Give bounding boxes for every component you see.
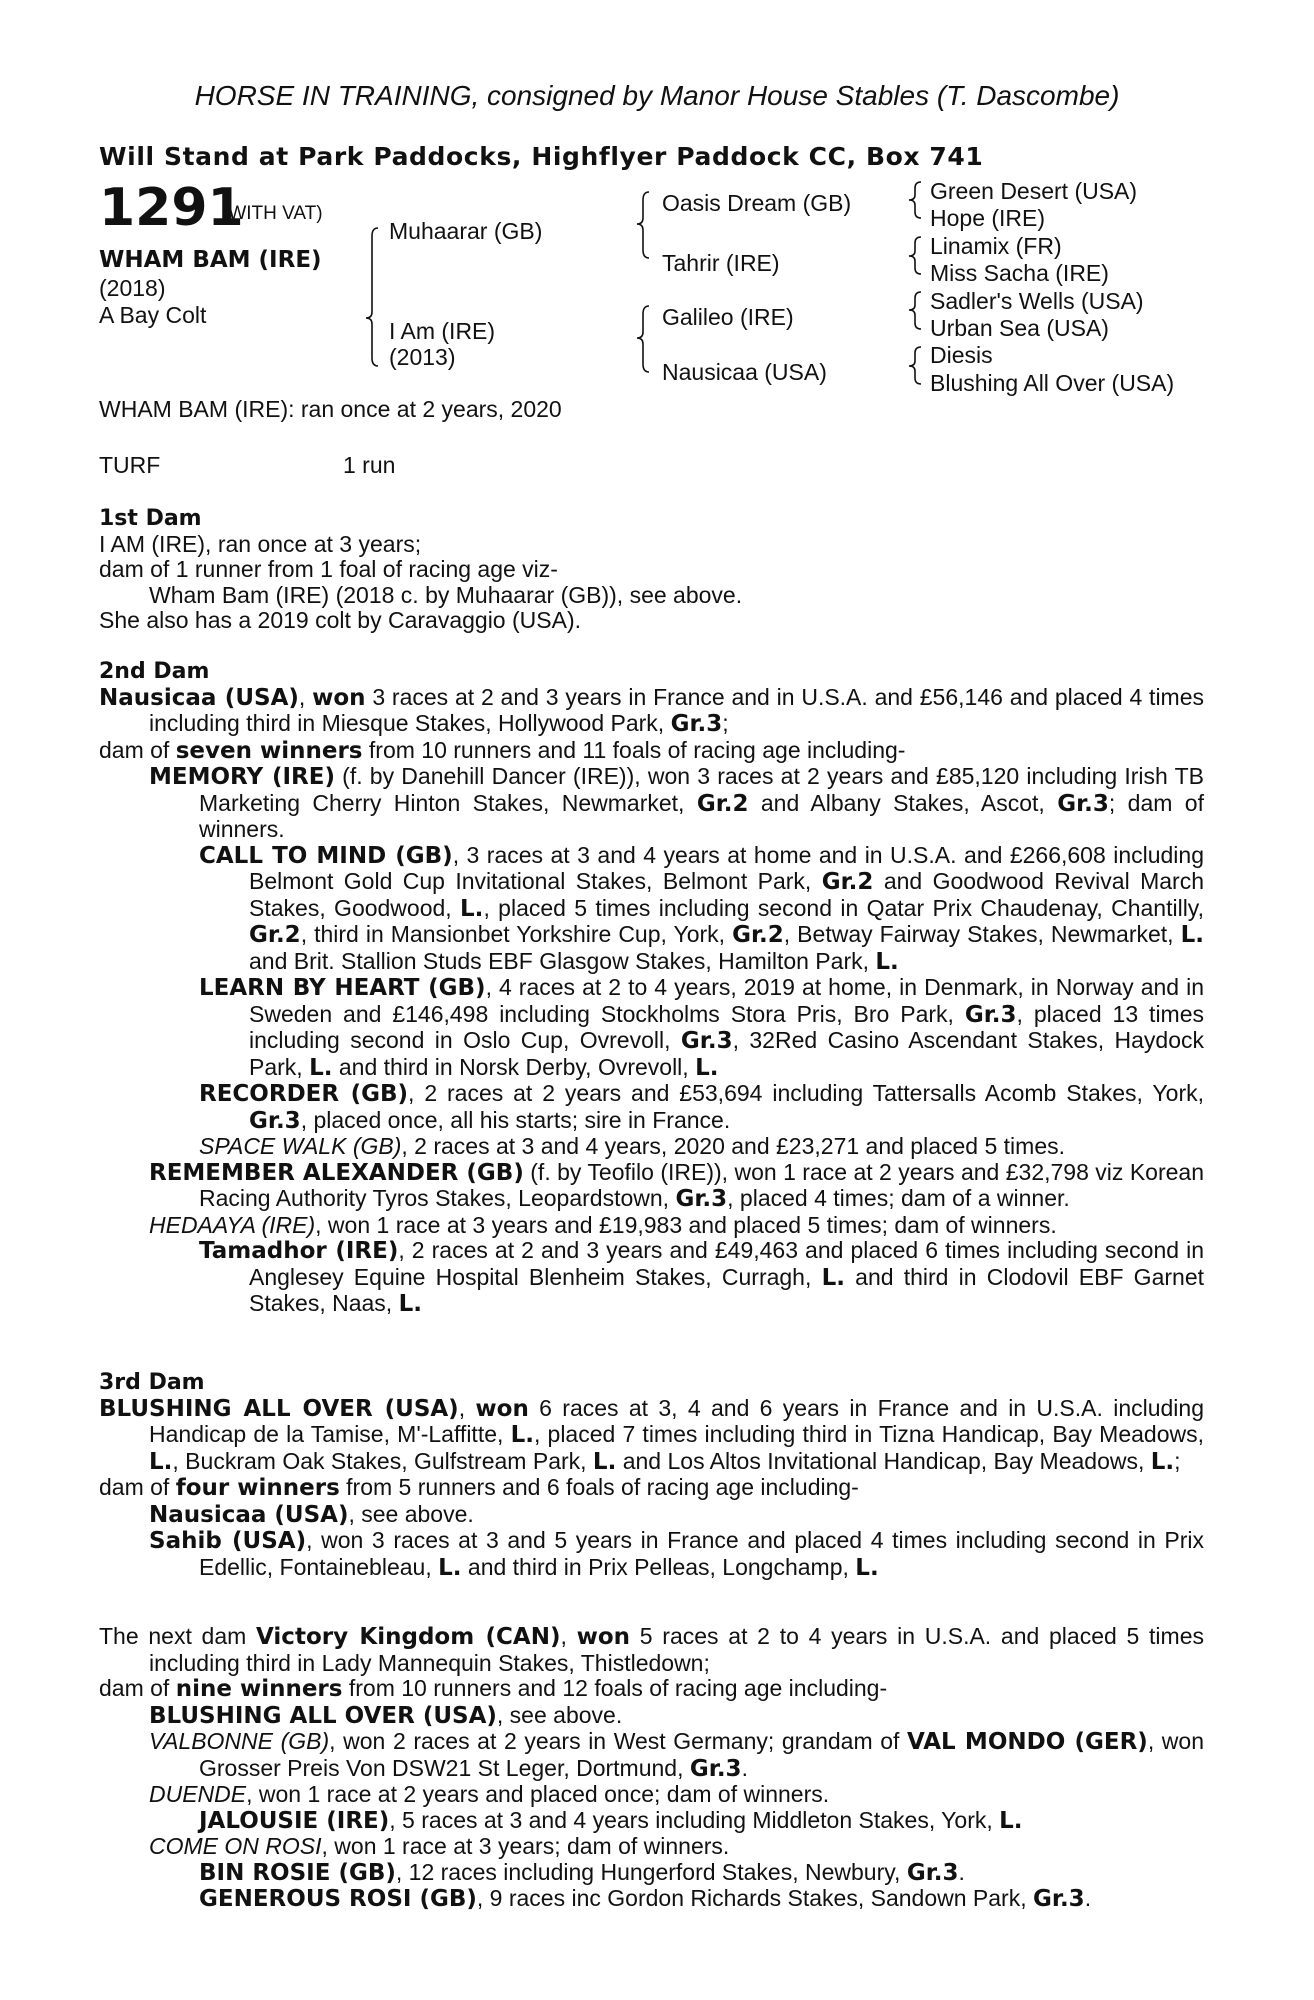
horse-name-text: BIN ROSIE (GB) — [199, 1859, 396, 1886]
text-run: , won 2 races at 2 years in West Germany; grandam of — [329, 1728, 908, 1754]
progeny-entry — [99, 1160, 1204, 1213]
text-run: , won 3 races at 3 and 5 years in France and placed 4 times including second in Prix Edellic, Fontainebleau, — [199, 1527, 1204, 1580]
third-dam-section — [99, 1369, 1204, 1581]
consignment-header: HORSE IN TRAINING, consigned by Manor House Stables (T. Dascombe) — [194, 80, 1120, 111]
text-run: , 2 races at 2 years and £53,694 including Tattersalls Acomb Stakes, York, — [408, 1080, 1204, 1106]
horse-name-text: BLUSHING ALL OVER (USA) — [149, 1702, 497, 1729]
progeny-entry — [99, 1213, 1204, 1239]
text-run: , won 1 race at 2 years and placed once; dam of winners. — [246, 1781, 830, 1807]
listed-text: L. — [999, 1807, 1023, 1834]
pedigree-dam: I Am (IRE) — [389, 318, 496, 344]
grade-text: Gr.2 — [249, 922, 301, 948]
text-run: and Albany Stakes, Ascot, — [748, 789, 1058, 816]
winners-count: nine winners — [175, 1676, 343, 1702]
first-dam-section — [99, 505, 1204, 634]
text-run: 5 races at 2 to 4 years in U.S.A. and placed 5 times including third in Lady Mannequin Stakes, Thistledown; — [149, 1623, 1204, 1676]
lot-number: 1291 — [99, 178, 244, 238]
horse-name-text: MEMORY (IRE) — [149, 764, 335, 790]
text-run: , see above. — [496, 1701, 623, 1728]
progeny-entry — [99, 1860, 1204, 1887]
horse-name-text: Nausicaa (USA) — [149, 1501, 349, 1528]
text-run: , 2 races at 2 and 3 years and £49,463 and placed 6 times including second in Anglesey Equine Hospital Blenheim Stakes, Curragh, — [249, 1237, 1204, 1290]
listed-text: L. — [309, 1054, 333, 1081]
pedigree-g4: Miss Sacha (IRE) — [930, 260, 1109, 286]
progeny-entry — [99, 1886, 1204, 1913]
text-run: The next dam — [99, 1623, 257, 1649]
text-run: . — [958, 1858, 965, 1885]
won-text: won — [576, 1624, 631, 1650]
first-dam-line: I AM (IRE), ran once at 3 years; — [99, 530, 422, 557]
text-run: dam of — [99, 736, 176, 763]
progeny-entry — [99, 843, 1204, 976]
listed-text: L. — [695, 1054, 719, 1081]
text-run: , Buckram Oak Stakes, Gulfstream Park, — [172, 1447, 593, 1474]
progeny-entry — [99, 1502, 1204, 1529]
horse-name-text: VALBONNE (GB) — [149, 1728, 330, 1754]
stand-location: Will Stand at Park Paddocks, Highflyer Paddock CC, Box 741 — [99, 142, 984, 171]
grade-text: Gr.3 — [675, 1186, 728, 1212]
grade-text: Gr.3 — [680, 1028, 733, 1054]
third-dam-entry — [99, 1396, 1204, 1476]
grade-text: Gr.2 — [696, 790, 749, 817]
pedigree-g1: Green Desert (USA) — [930, 178, 1138, 204]
dam-of-line — [99, 738, 1204, 765]
text-run: (f. by Teofilo (IRE)), won 1 race at 2 years and £32,798 viz Korean Racing Authority Tyros Stakes, Leopardstown, — [199, 1158, 1204, 1211]
progeny-entry — [99, 1081, 1204, 1134]
text-run: from 10 runners and 11 foals of racing age including- — [362, 736, 906, 763]
horse-name-text: Nausicaa (USA) — [99, 684, 299, 711]
progeny-entry — [99, 1729, 1204, 1782]
race-record-summary: WHAM BAM (IRE): ran once at 2 years, 2020 — [99, 396, 562, 422]
text-run: , — [560, 1623, 577, 1649]
text-run: , — [458, 1394, 476, 1421]
text-run: from 5 runners and 6 foals of racing age including- — [339, 1474, 859, 1500]
listed-text: L. — [510, 1422, 534, 1448]
text-run: 3 races at 2 and 3 years in France and in U.S.A. and £56,146 and placed 4 times including third in Miesque Stakes, Hollywood Park, — [149, 683, 1205, 736]
horse-name-text: COME ON ROSI — [149, 1833, 322, 1859]
text-run: dam of — [99, 1675, 176, 1701]
text-run: ; — [722, 710, 729, 736]
pedigree-g7: Diesis — [930, 342, 993, 368]
horse-name-text: RECORDER (GB) — [199, 1081, 409, 1107]
grade-text: Gr.3 — [906, 1859, 959, 1886]
pedigree-sire-dam: Tahrir (IRE) — [662, 250, 780, 276]
vat-note: (WITH VAT) — [222, 203, 323, 224]
listed-text: L. — [875, 948, 899, 975]
text-run: , 5 races at 3 and 4 years including Middleton Stakes, York, — [389, 1806, 1000, 1833]
progeny-entry — [99, 1134, 1204, 1160]
pedigree-g5: Sadler's Wells (USA) — [930, 288, 1144, 314]
text-run: , 2 races at 3 and 4 years, 2020 and £23,271 and placed 5 times. — [401, 1133, 1065, 1159]
text-run: dam of — [99, 1474, 176, 1500]
listed-text: L. — [821, 1264, 845, 1291]
text-run: . — [1084, 1885, 1092, 1911]
listed-text: L. — [398, 1291, 422, 1317]
listed-text: L. — [1150, 1448, 1175, 1475]
winners-count: four winners — [175, 1475, 340, 1501]
pedigree-sire-sire: Oasis Dream (GB) — [662, 190, 852, 216]
second-dam-heading: 2nd Dam — [99, 659, 210, 684]
horse-name-text: BLUSHING ALL OVER (USA) — [99, 1395, 459, 1422]
second-dam-section — [99, 658, 1204, 1318]
listed-text: L. — [1180, 922, 1204, 948]
first-dam-line: She also has a 2019 colt by Caravaggio (USA). — [99, 607, 581, 633]
listed-text: L. — [149, 1448, 173, 1475]
pedigree-dam-dam: Nausicaa (USA) — [662, 359, 827, 385]
horse-year: (2018) — [99, 275, 166, 301]
horse-name-text: JALOUSIE (IRE) — [199, 1807, 390, 1834]
listed-text: L. — [855, 1554, 879, 1581]
grade-text: Gr.2 — [732, 922, 784, 948]
text-run: ; dam of winners. — [199, 789, 1204, 842]
horse-name-text: CALL TO MIND (GB) — [199, 842, 453, 869]
text-run: , placed 5 times including second in Qatar Prix Chaudenay, Chantilly, — [483, 894, 1204, 921]
text-run: and Los Altos Invitational Handicap, Bay Meadows, — [616, 1447, 1151, 1474]
horse-name-text: VAL MONDO (GER) — [907, 1729, 1148, 1755]
pedigree-dam-year: (2013) — [389, 344, 456, 370]
pedigree-g3: Linamix (FR) — [930, 233, 1062, 259]
horse-name-text: Victory Kingdom (CAN) — [256, 1624, 561, 1650]
text-run: , placed once, all his starts; sire in France. — [300, 1106, 731, 1133]
pedigree-g6: Urban Sea (USA) — [930, 315, 1109, 341]
text-run: and third in Prix Pelleas, Longchamp, — [461, 1553, 856, 1580]
winners-count: seven winners — [175, 737, 363, 764]
text-run: , won Grosser Preis Von DSW21 St Leger, Dortmund, — [199, 1728, 1204, 1781]
text-run: , won 1 race at 3 years; dam of winners. — [321, 1833, 730, 1859]
horse-name-text: LEARN BY HEART (GB) — [199, 975, 486, 1001]
text-run: , — [298, 683, 313, 710]
horse-name-text: Sahib (USA) — [149, 1528, 307, 1554]
turf-value: 1 run — [343, 452, 396, 478]
text-run: . — [741, 1754, 748, 1781]
text-run: (f. by Danehill Dancer (IRE)), won 3 races at 2 years and £85,120 including Irish TB Marketing Cherry Hinton Stakes, Newmarket, — [199, 763, 1204, 816]
first-dam-line: Wham Bam (IRE) (2018 c. by Muhaarar (GB)), see above. — [149, 581, 743, 608]
text-run: and Goodwood Revival March Stakes, Goodwood, — [249, 868, 1204, 921]
text-run: , placed 7 times including third in Tizna Handicap, Bay Meadows, — [533, 1421, 1204, 1447]
text-run: 6 races at 3, 4 and 6 years in France and in U.S.A. including Handicap de la Tamise, M'-Laffitte, — [149, 1394, 1204, 1447]
grade-text: Gr.3 — [670, 711, 723, 737]
horse-name-text: Tamadhor (IRE) — [199, 1238, 399, 1264]
dam-of-line — [99, 1676, 1204, 1703]
first-dam-line: dam of 1 runner from 1 foal of racing age viz- — [99, 556, 558, 582]
text-run: and third in Norsk Derby, Ovrevoll, — [332, 1053, 696, 1080]
progeny-entry — [99, 1782, 1204, 1808]
text-run: , 4 races at 2 to 4 years, 2019 at home, in Denmark, in Norway and in Sweden and £146,498 including Stockholms Stora Pris, Bro Park, — [249, 974, 1205, 1027]
grade-text: Gr.3 — [1033, 1886, 1085, 1912]
third-dam-heading: 3rd Dam — [99, 1370, 205, 1395]
won-text: won — [475, 1395, 529, 1422]
text-run: , 3 races at 3 and 4 years at home and in U.S.A. and £266,608 including Belmont Gold Cup Invitational Stakes, Belmont Park, — [249, 841, 1204, 894]
turf-label: TURF — [99, 452, 161, 478]
progeny-entry — [99, 1528, 1204, 1581]
grade-text: Gr.3 — [689, 1755, 742, 1782]
text-run: , placed 4 times; dam of a winner. — [727, 1185, 1070, 1211]
horse-name: WHAM BAM (IRE) — [99, 247, 322, 273]
text-run: , placed 13 times including second in Oslo Cup, Ovrevoll, — [249, 1000, 1204, 1053]
listed-text: L. — [438, 1554, 462, 1581]
text-run: , Betway Fairway Stakes, Newmarket, — [783, 921, 1181, 947]
horse-description: A Bay Colt — [99, 302, 207, 328]
text-run: , 9 races inc Gordon Richards Stakes, Sandown Park, — [476, 1885, 1033, 1911]
text-run: , see above. — [348, 1500, 474, 1527]
horse-name-text: DUENDE — [149, 1781, 247, 1807]
pedigree-g8: Blushing All Over (USA) — [930, 370, 1175, 396]
progeny-entry — [99, 764, 1204, 843]
grade-text: Gr.2 — [821, 869, 874, 895]
pedigree-g2: Hope (IRE) — [930, 205, 1046, 231]
text-run: , 12 races including Hungerford Stakes, Newbury, — [395, 1858, 907, 1885]
next-dam-section — [99, 1624, 1204, 1913]
first-dam-heading: 1st Dam — [99, 506, 202, 531]
listed-text: L. — [460, 895, 484, 922]
horse-name-text: GENEROUS ROSI (GB) — [199, 1886, 477, 1912]
horse-name-text: SPACE WALK (GB) — [199, 1133, 402, 1159]
progeny-entry — [99, 1238, 1204, 1318]
grade-text: Gr.3 — [249, 1107, 301, 1134]
progeny-entry — [99, 975, 1204, 1081]
progeny-entry — [99, 1703, 1204, 1730]
text-run: , 32Red Casino Ascendant Stakes, Haydock Park, — [249, 1027, 1204, 1080]
text-run: and third in Clodovil EBF Garnet Stakes, Naas, — [249, 1263, 1204, 1316]
pedigree-sire: Muhaarar (GB) — [389, 218, 543, 244]
text-run: ; — [1174, 1447, 1181, 1474]
grade-text: Gr.3 — [964, 1001, 1017, 1028]
text-run: and Brit. Stallion Studs EBF Glasgow Stakes, Hamilton Park, — [249, 947, 876, 974]
horse-name-text: REMEMBER ALEXANDER (GB) — [149, 1159, 524, 1186]
progeny-entry — [99, 1834, 1204, 1860]
progeny-entry — [99, 1808, 1204, 1835]
text-run: from 10 runners and 12 foals of racing age including- — [342, 1675, 888, 1701]
next-dam-entry — [99, 1624, 1204, 1676]
won-text: won — [312, 684, 366, 711]
second-dam-entry — [99, 685, 1204, 738]
text-run: , third in Mansionbet Yorkshire Cup, York, — [300, 921, 733, 947]
grade-text: Gr.3 — [1057, 790, 1109, 817]
dam-of-line — [99, 1475, 1204, 1502]
listed-text: L. — [592, 1448, 617, 1475]
text-run: , won 1 race at 3 years and £19,983 and placed 5 times; dam of winners. — [315, 1211, 1057, 1238]
horse-name-text: HEDAAYA (IRE) — [149, 1211, 316, 1238]
pedigree-dam-sire: Galileo (IRE) — [662, 304, 794, 330]
